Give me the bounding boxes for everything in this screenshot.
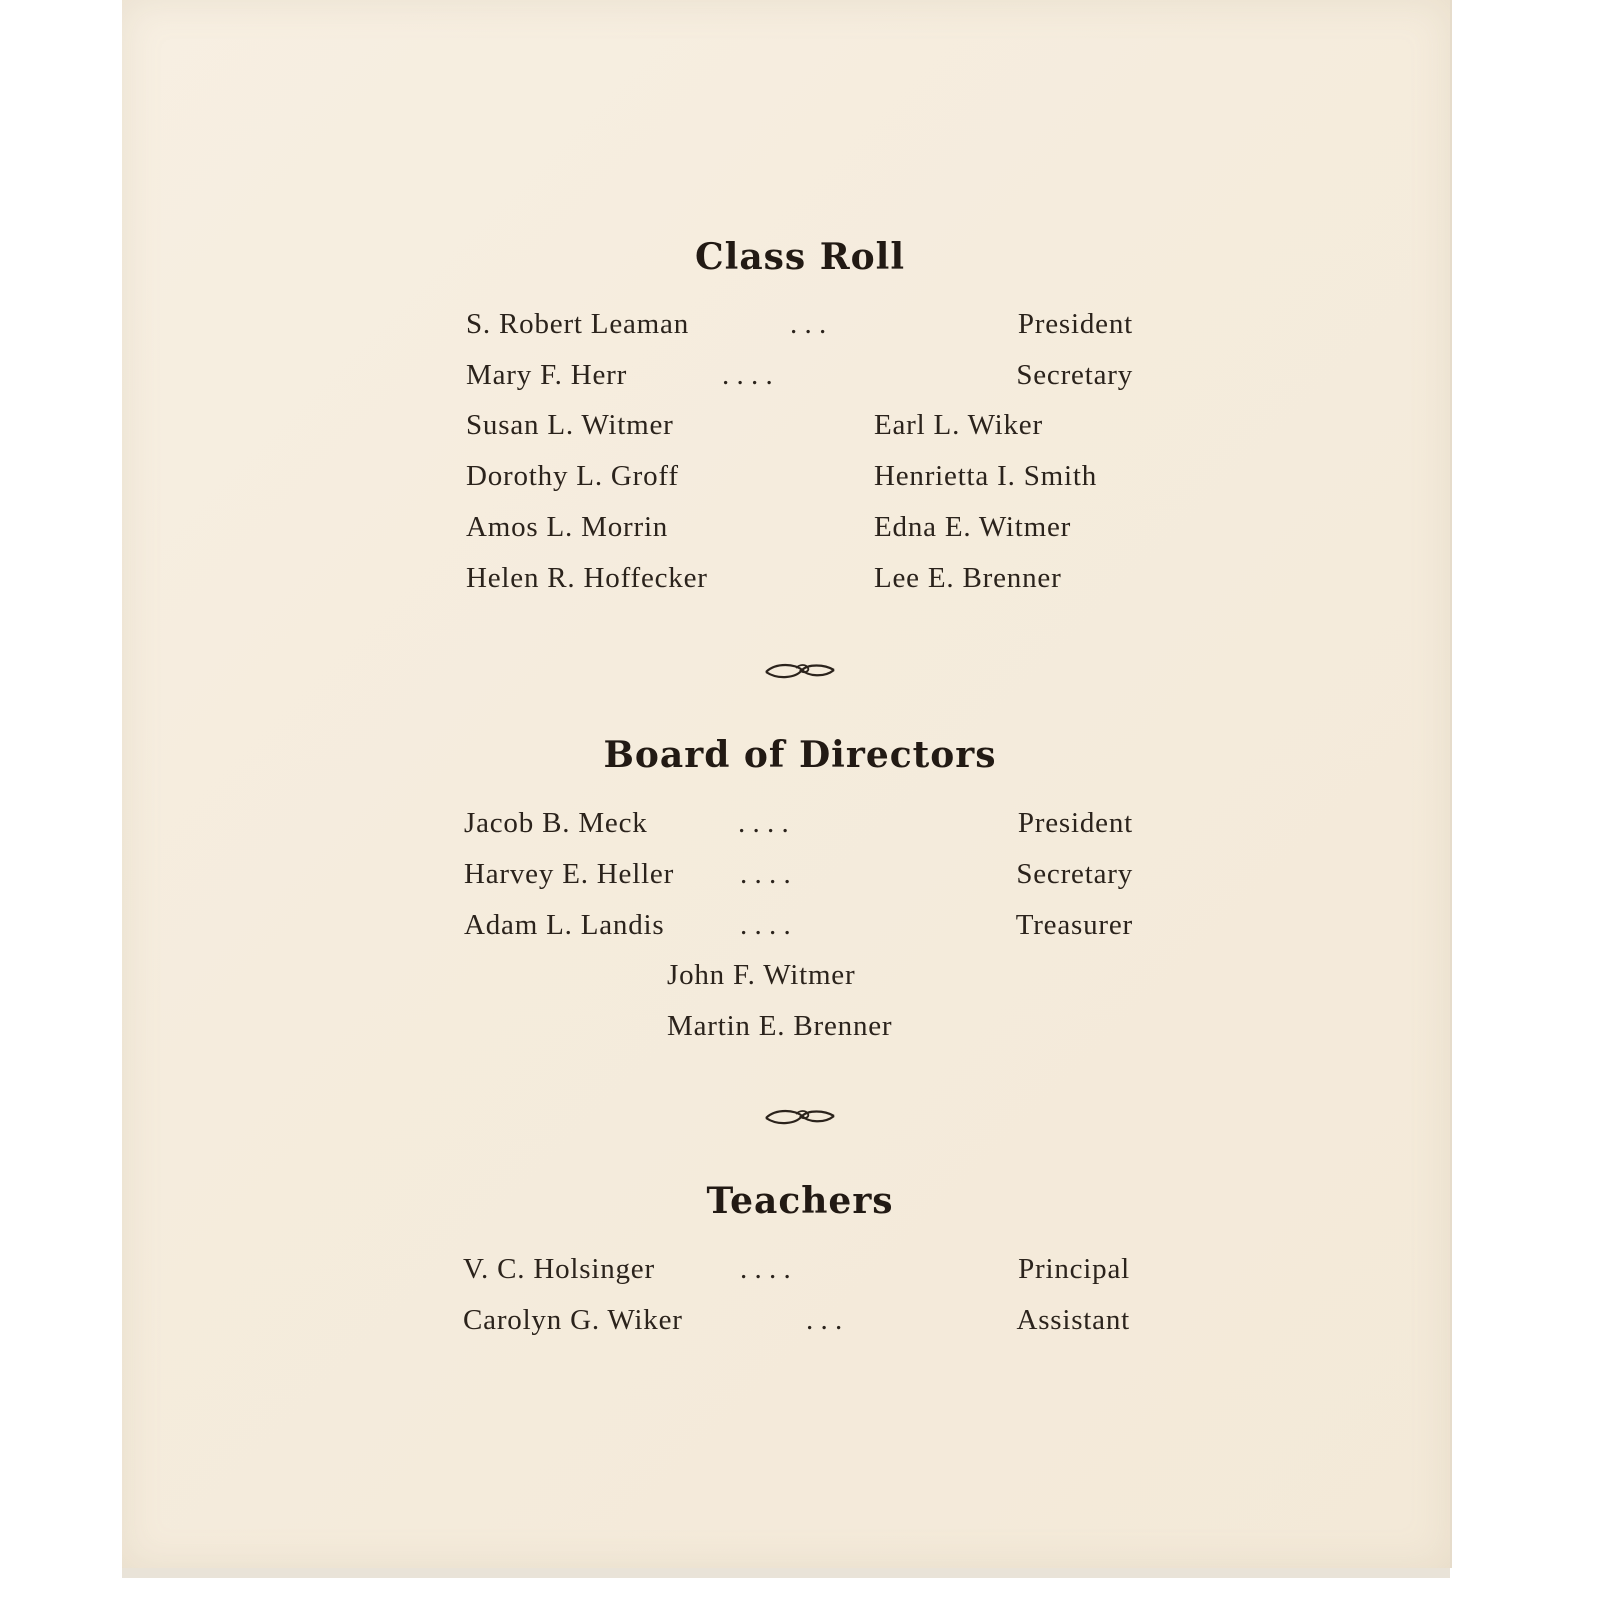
officer-role: President: [1017, 308, 1133, 340]
officer-name: Adam L. Landis: [464, 909, 665, 941]
class-officer-row: [0, 306, 1600, 342]
officer-role: President: [1017, 807, 1133, 839]
officer-role: Secretary: [1016, 359, 1133, 391]
member-name: Martin E. Brenner: [667, 1010, 893, 1042]
class-officer-row: [0, 357, 1600, 393]
officer-name: Jacob B. Meck: [464, 807, 648, 839]
teacher-name: V. C. Holsinger: [463, 1253, 655, 1285]
member-name-left: Amos L. Morrin: [466, 511, 669, 543]
board-officer-row: [0, 805, 1600, 841]
teacher-role: Principal: [1018, 1253, 1130, 1285]
teacher-role: Assistant: [1016, 1304, 1130, 1336]
class-member-row: [0, 458, 1600, 494]
ornament-divider-icon: [762, 660, 838, 682]
member-name-right: Edna E. Witmer: [874, 511, 1072, 543]
officer-role: Secretary: [1016, 858, 1133, 890]
leader-dots: . . .: [806, 1304, 843, 1336]
member-name-left: Helen R. Hoffecker: [466, 562, 708, 594]
class-roll-heading: Class Roll: [694, 236, 905, 278]
member-name: John F. Witmer: [667, 959, 856, 991]
leader-dots: . . . .: [722, 359, 773, 391]
leader-dots: . . . .: [740, 1253, 791, 1285]
member-name-right: Earl L. Wiker: [874, 409, 1043, 441]
officer-name: S. Robert Leaman: [466, 308, 689, 340]
board-officer-row: [0, 856, 1600, 892]
officer-role: Treasurer: [1015, 909, 1133, 941]
officer-name: Harvey E. Heller: [464, 858, 675, 890]
board-heading: Board of Directors: [603, 734, 997, 776]
leader-dots: . . .: [790, 308, 827, 340]
board-member-row: [0, 1008, 1600, 1044]
teacher-name: Carolyn G. Wiker: [463, 1304, 683, 1336]
board-member-row: [0, 957, 1600, 993]
leader-dots: . . . .: [740, 909, 791, 941]
class-member-row: [0, 509, 1600, 545]
ornament-divider-icon: [762, 1106, 838, 1128]
class-member-row: [0, 560, 1600, 596]
member-name-left: Susan L. Witmer: [466, 409, 674, 441]
leader-dots: . . . .: [738, 807, 789, 839]
officer-name: Mary F. Herr: [466, 359, 628, 391]
member-name-right: Lee E. Brenner: [874, 562, 1062, 594]
board-officer-row: [0, 907, 1600, 943]
teacher-row: [0, 1251, 1600, 1287]
leader-dots: . . . .: [740, 858, 791, 890]
class-member-row: [0, 407, 1600, 443]
member-name-left: Dorothy L. Groff: [466, 460, 679, 492]
member-name-right: Henrietta I. Smith: [874, 460, 1097, 492]
teacher-row: [0, 1302, 1600, 1338]
teachers-heading: Teachers: [706, 1180, 894, 1222]
